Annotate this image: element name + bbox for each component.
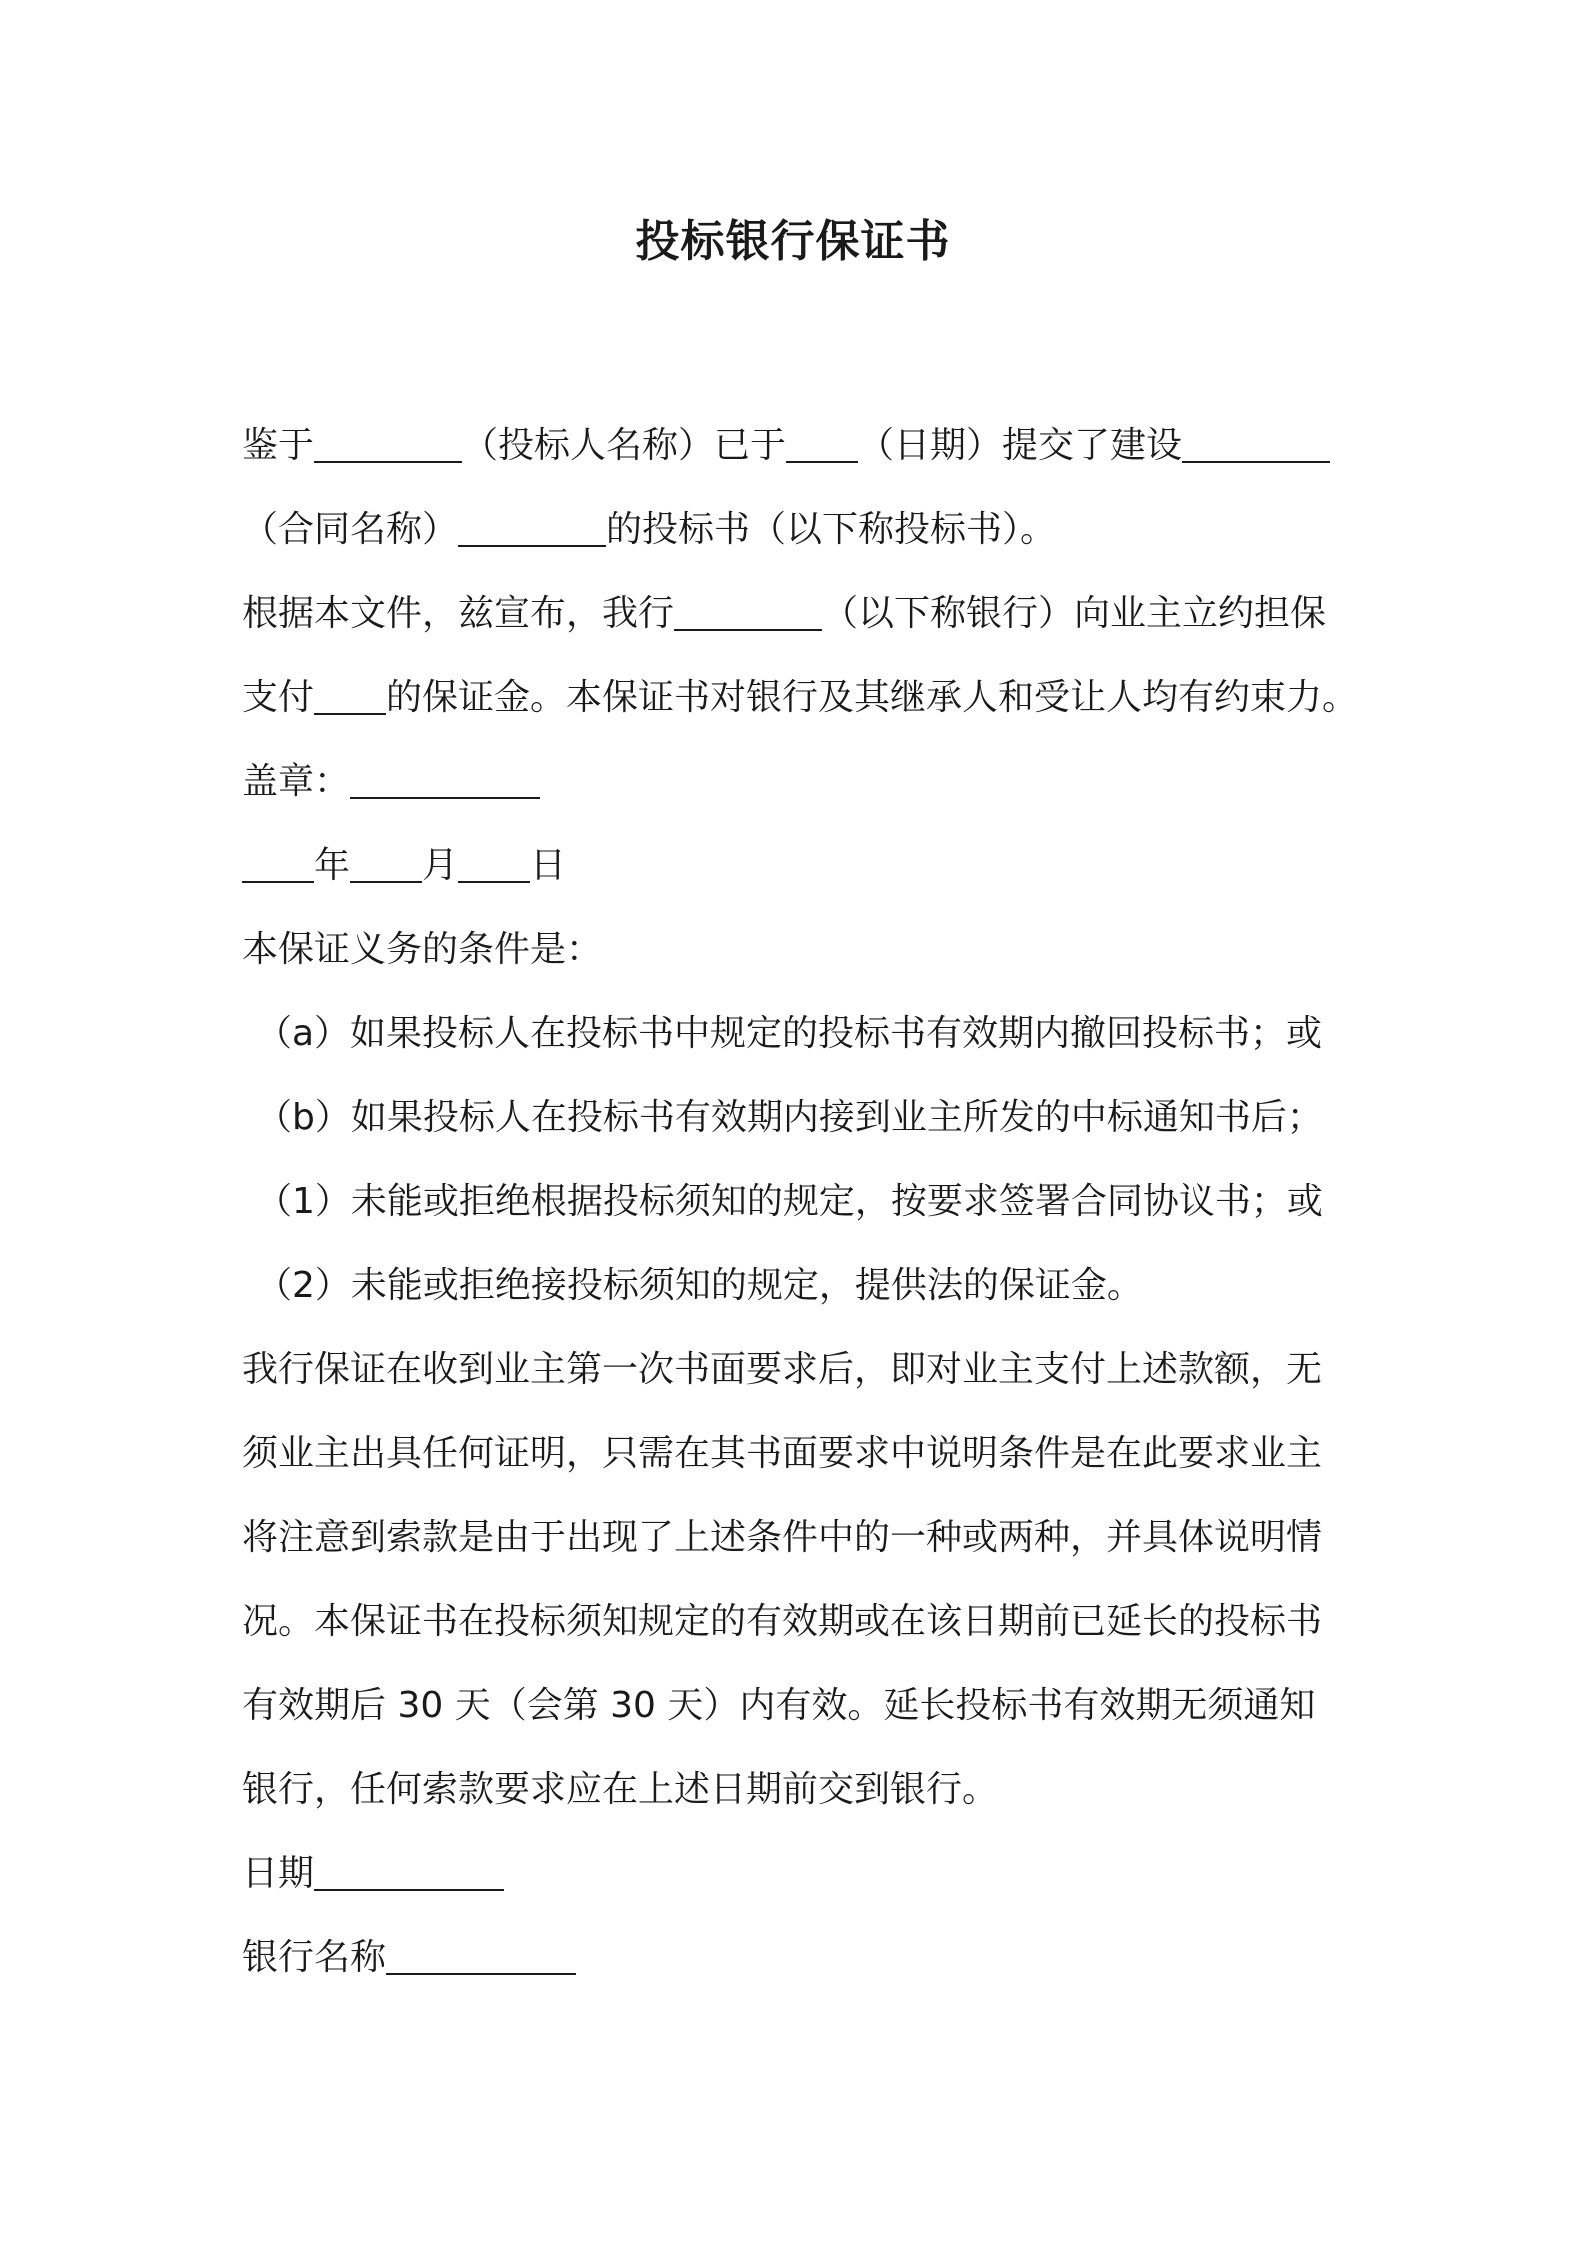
guarantee-line-5: 有效期后 30 天（会第 30 天）内有效。延长投标书有效期无须通知: [242, 1685, 1316, 1726]
declaration-text-2: （以下称银行）向业主立约担保: [822, 593, 1327, 634]
day-label: 日: [530, 845, 567, 886]
seal-blank[interactable]: [350, 757, 540, 799]
intro-text-4: （合同名称）: [242, 509, 459, 550]
declaration-line-2: [242, 656, 1392, 740]
contract-name-blank[interactable]: [458, 505, 606, 547]
guarantee-line-6: 银行，任何索款要求应在上述日期前交到银行。: [242, 1769, 999, 1810]
condition-a: （a）如果投标人在投标书中规定的投标书有效期内撤回投标书；或: [256, 1013, 1323, 1054]
intro-line-1: [242, 404, 1392, 488]
submit-date-blank[interactable]: [786, 421, 858, 463]
date-label: 日期: [242, 1853, 315, 1894]
seal-label: 盖章：: [242, 761, 351, 802]
bank-name-line: [242, 1916, 1392, 2000]
date-line: [242, 824, 1392, 908]
declaration-text-1: 根据本文件，兹宣布，我行: [242, 593, 675, 634]
year-label: 年: [314, 845, 351, 886]
construction-blank[interactable]: [1182, 421, 1330, 463]
bidder-name-blank[interactable]: [314, 421, 462, 463]
intro-line-2: [242, 488, 1392, 572]
declaration-text-4: 的保证金。本保证书对银行及其继承人和受让人均有约束力。: [386, 677, 1359, 718]
month-label: 月: [422, 845, 459, 886]
condition-1: （1）未能或拒绝根据投标须知的规定，按要求签署合同协议书；或: [256, 1181, 1323, 1222]
document-body: [242, 404, 1392, 2000]
seal-line: [242, 740, 1392, 824]
amount-blank[interactable]: [314, 673, 386, 715]
date-blank[interactable]: [314, 1849, 504, 1891]
declaration-text-3: 支付: [242, 677, 315, 718]
declaration-line-1: [242, 572, 1392, 656]
conditions-heading: 本保证义务的条件是：: [242, 929, 603, 970]
bank-blank[interactable]: [674, 589, 822, 631]
guarantee-line-2: 须业主出具任何证明，只需在其书面要求中说明条件是在此要求业主: [242, 1433, 1323, 1474]
month-blank[interactable]: [350, 841, 422, 883]
guarantee-line-4: 况。本保证书在投标须知规定的有效期或在该日期前已延长的投标书: [242, 1601, 1323, 1642]
condition-b: （b）如果投标人在投标书有效期内接到业主所发的中标通知书后；: [256, 1097, 1323, 1138]
intro-text-1: 鉴于: [242, 425, 315, 466]
intro-text-5: 的投标书（以下称投标书）。: [606, 509, 1057, 550]
guarantee-line-1: 我行保证在收到业主第一次书面要求后，即对业主支付上述款额，无: [242, 1349, 1323, 1390]
year-blank[interactable]: [242, 841, 314, 883]
bank-name-blank[interactable]: [386, 1933, 576, 1975]
document-title: 投标银行保证书: [635, 216, 951, 267]
intro-text-3: （日期）提交了建设: [858, 425, 1183, 466]
bank-name-label: 银行名称: [242, 1937, 387, 1978]
guarantee-line-3: 将注意到索款是由于出现了上述条件中的一种或两种，并具体说明情: [242, 1517, 1323, 1558]
condition-2: （2）未能或拒绝接投标须知的规定，提供法的保证金。: [256, 1265, 1143, 1306]
date-field-line: [242, 1832, 1392, 1916]
intro-text-2: （投标人名称）已于: [462, 425, 787, 466]
day-blank[interactable]: [458, 841, 530, 883]
